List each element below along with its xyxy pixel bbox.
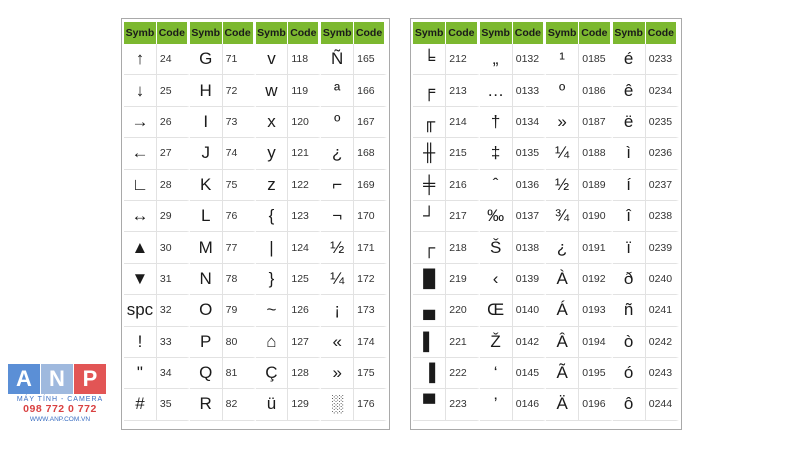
code-cell: 0139 [513,264,546,295]
code-cell: 0187 [579,107,612,138]
code-cell: 175 [354,358,387,389]
ascii-code-table-right [413,22,679,421]
symbol-cell: Q [190,358,223,389]
table-row [413,327,679,358]
symbol-cell: ñ [613,295,646,326]
code-cell: 0234 [646,75,679,106]
table-row [413,138,679,169]
header-code: Code [157,22,190,44]
code-cell: 75 [223,170,256,201]
symbol-cell: ‰ [480,201,513,232]
symbol-cell: ½ [546,170,579,201]
symbol-cell: ╒ [413,75,446,106]
code-cell: 28 [157,170,190,201]
table-row [413,295,679,326]
code-cell: 0239 [646,232,679,263]
symbol-cell: ˆ [480,170,513,201]
symbol-cell: ↓ [124,75,157,106]
code-cell: 24 [157,44,190,75]
symbol-cell: ▀ [413,389,446,420]
symbol-cell: ¼ [321,264,354,295]
symbol-cell: ¿ [546,232,579,263]
symbol-cell: v [256,44,289,75]
symbol-cell: » [546,107,579,138]
symbol-cell: Š [480,232,513,263]
code-cell: 0236 [646,138,679,169]
symbol-cell: ó [613,358,646,389]
table-header-row [124,22,387,44]
code-cell: 122 [288,170,321,201]
code-cell: 215 [446,138,479,169]
table-row [124,138,387,169]
table-row [413,358,679,389]
code-cell: 79 [223,295,256,326]
table-row [124,170,387,201]
code-cell: 82 [223,389,256,420]
code-cell: 123 [288,201,321,232]
symbol-cell: ¼ [546,138,579,169]
symbol-cell: ┘ [413,201,446,232]
symbol-cell: ô [613,389,646,420]
code-cell: 165 [354,44,387,75]
symbol-cell: ╓ [413,107,446,138]
code-cell: 0233 [646,44,679,75]
code-cell: 0133 [513,75,546,106]
header-code: Code [579,22,612,44]
anp-logo-letters [8,364,112,394]
table-row [124,201,387,232]
symbol-cell: ð [613,264,646,295]
symbol-cell: º [546,75,579,106]
code-cell: 126 [288,295,321,326]
symbol-cell: spc [124,295,157,326]
code-cell: 172 [354,264,387,295]
symbol-cell: ‹ [480,264,513,295]
code-cell: 27 [157,138,190,169]
symbol-cell: ¡ [321,295,354,326]
symbol-cell: K [190,170,223,201]
code-cell: 33 [157,327,190,358]
symbol-cell: „ [480,44,513,75]
code-cell: 0138 [513,232,546,263]
watermark-phone: 098 772 0 772 [23,403,97,415]
symbol-cell: ‡ [480,138,513,169]
symbol-cell: G [190,44,223,75]
table-row [124,264,387,295]
code-cell: 0185 [579,44,612,75]
symbol-cell: º [321,107,354,138]
symbol-cell: ⌂ [256,327,289,358]
code-cell: 119 [288,75,321,106]
symbol-cell: ê [613,75,646,106]
code-cell: 218 [446,232,479,263]
symbol-cell: Ã [546,358,579,389]
symbol-cell: y [256,138,289,169]
header-symb: Symb [613,22,646,44]
symbol-cell: ▄ [413,295,446,326]
code-cell: 121 [288,138,321,169]
symbol-cell: # [124,389,157,420]
code-cell: 170 [354,201,387,232]
header-code: Code [223,22,256,44]
header-symb: Symb [190,22,223,44]
symbol-cell: ì [613,138,646,169]
symbol-cell: █ [413,264,446,295]
symbol-cell: ┌ [413,232,446,263]
symbol-cell: î [613,201,646,232]
symbol-cell: → [124,107,157,138]
code-cell: 127 [288,327,321,358]
table-header-row [413,22,679,44]
symbol-cell: « [321,327,354,358]
table-row [124,44,387,75]
code-cell: 78 [223,264,256,295]
code-cell: 0243 [646,358,679,389]
code-cell: 212 [446,44,479,75]
ascii-code-table-left [124,22,387,421]
code-cell: 0195 [579,358,612,389]
code-cell: 0196 [579,389,612,420]
code-cell: 71 [223,44,256,75]
code-cell: 34 [157,358,190,389]
symbol-cell: ↔ [124,201,157,232]
table-row [413,170,679,201]
code-cell: 0135 [513,138,546,169]
code-cell: 31 [157,264,190,295]
symbol-cell: ë [613,107,646,138]
code-cell: 0190 [579,201,612,232]
symbol-cell: … [480,75,513,106]
code-cell: 0241 [646,295,679,326]
symbol-cell: M [190,232,223,263]
code-cell: 124 [288,232,321,263]
code-cell: 220 [446,295,479,326]
code-cell: 73 [223,107,256,138]
code-cell: 32 [157,295,190,326]
code-cell: 167 [354,107,387,138]
code-cell: 174 [354,327,387,358]
ascii-table-left-panel [121,18,390,430]
table-row [413,44,679,75]
header-code: Code [513,22,546,44]
code-cell: 30 [157,232,190,263]
symbol-cell: ∟ [124,170,157,201]
symbol-cell: À [546,264,579,295]
code-cell: 35 [157,389,190,420]
code-cell: 128 [288,358,321,389]
symbol-cell: ← [124,138,157,169]
symbol-cell: | [256,232,289,263]
symbol-cell: ↑ [124,44,157,75]
symbol-cell: x [256,107,289,138]
code-cell: 0189 [579,170,612,201]
symbol-cell: N [190,264,223,295]
symbol-cell: w [256,75,289,106]
symbol-cell: { [256,201,289,232]
table-row [124,75,387,106]
header-code: Code [646,22,679,44]
symbol-cell: ¬ [321,201,354,232]
header-symb: Symb [480,22,513,44]
code-cell: 221 [446,327,479,358]
symbol-cell: ü [256,389,289,420]
symbol-cell: O [190,295,223,326]
symbol-cell: ! [124,327,157,358]
header-code: Code [446,22,479,44]
code-cell: 0240 [646,264,679,295]
code-cell: 120 [288,107,321,138]
code-cell: 176 [354,389,387,420]
code-cell: 0188 [579,138,612,169]
header-code: Code [354,22,387,44]
header-symb: Symb [124,22,157,44]
symbol-cell: ⌐ [321,170,354,201]
symbol-cell: ½ [321,232,354,263]
code-cell: 214 [446,107,479,138]
symbol-cell: ~ [256,295,289,326]
symbol-cell: Á [546,295,579,326]
table-row [413,107,679,138]
symbol-cell: } [256,264,289,295]
anp-watermark-logo [8,364,112,423]
symbol-cell: ▌ [413,327,446,358]
symbol-cell: Œ [480,295,513,326]
table-row [413,389,679,420]
symbol-cell: ¹ [546,44,579,75]
code-cell: 0192 [579,264,612,295]
symbol-cell: ‘ [480,358,513,389]
code-cell: 0194 [579,327,612,358]
code-cell: 0235 [646,107,679,138]
code-cell: 74 [223,138,256,169]
header-code: Code [288,22,321,44]
symbol-cell: ╪ [413,170,446,201]
symbol-cell: ï [613,232,646,263]
code-cell: 0140 [513,295,546,326]
symbol-cell: † [480,107,513,138]
code-cell: 25 [157,75,190,106]
logo-letter: N [41,364,73,394]
symbol-cell: P [190,327,223,358]
symbol-cell: » [321,358,354,389]
code-cell: 166 [354,75,387,106]
table-row [124,389,387,420]
watermark-url: WWW.ANP.COM.VN [29,416,91,423]
symbol-cell: H [190,75,223,106]
code-cell: 0237 [646,170,679,201]
code-cell: 216 [446,170,479,201]
code-cell: 72 [223,75,256,106]
table-row [124,107,387,138]
code-cell: 77 [223,232,256,263]
code-cell: 171 [354,232,387,263]
code-cell: 219 [446,264,479,295]
table-row [124,327,387,358]
code-cell: 80 [223,327,256,358]
code-cell: 76 [223,201,256,232]
header-symb: Symb [321,22,354,44]
symbol-cell: í [613,170,646,201]
code-cell: 0145 [513,358,546,389]
symbol-cell: z [256,170,289,201]
code-cell: 169 [354,170,387,201]
code-cell: 217 [446,201,479,232]
symbol-cell: J [190,138,223,169]
header-symb: Symb [256,22,289,44]
symbol-cell: Ñ [321,44,354,75]
symbol-cell: ▲ [124,232,157,263]
symbol-cell: ▐ [413,358,446,389]
symbol-cell: ¾ [546,201,579,232]
symbol-cell: ╫ [413,138,446,169]
code-cell: 213 [446,75,479,106]
code-cell: 0137 [513,201,546,232]
table-row [413,201,679,232]
symbol-cell: R [190,389,223,420]
table-row [413,75,679,106]
logo-letter: P [74,364,106,394]
watermark-tagline: MÁY TÍNH - CAMERA [16,396,104,403]
symbol-cell: " [124,358,157,389]
symbol-cell: Ä [546,389,579,420]
symbol-cell: Ç [256,358,289,389]
symbol-cell: ’ [480,389,513,420]
symbol-cell: ▼ [124,264,157,295]
symbol-cell: ¿ [321,138,354,169]
code-cell: 0244 [646,389,679,420]
code-cell: 222 [446,358,479,389]
code-cell: 0186 [579,75,612,106]
logo-letter: A [8,364,40,394]
table-row [413,232,679,263]
code-cell: 29 [157,201,190,232]
code-cell: 129 [288,389,321,420]
symbol-cell: ª [321,75,354,106]
symbol-cell: ò [613,327,646,358]
symbol-cell: Â [546,327,579,358]
table-row [124,358,387,389]
code-cell: 0142 [513,327,546,358]
code-cell: 173 [354,295,387,326]
code-cell: 0134 [513,107,546,138]
code-cell: 118 [288,44,321,75]
code-cell: 168 [354,138,387,169]
code-cell: 0193 [579,295,612,326]
symbol-cell: L [190,201,223,232]
code-cell: 0146 [513,389,546,420]
code-cell: 0191 [579,232,612,263]
code-cell: 0238 [646,201,679,232]
table-row [124,295,387,326]
symbol-cell: ╘ [413,44,446,75]
code-cell: 26 [157,107,190,138]
code-cell: 0132 [513,44,546,75]
code-cell: 223 [446,389,479,420]
symbol-cell: ░ [321,389,354,420]
symbol-cell: Ž [480,327,513,358]
header-symb: Symb [413,22,446,44]
ascii-table-right-panel [410,18,682,430]
symbol-cell: é [613,44,646,75]
code-cell: 0136 [513,170,546,201]
code-cell: 81 [223,358,256,389]
code-cell: 125 [288,264,321,295]
symbol-cell: I [190,107,223,138]
code-cell: 0242 [646,327,679,358]
table-row [124,232,387,263]
header-symb: Symb [546,22,579,44]
table-row [413,264,679,295]
